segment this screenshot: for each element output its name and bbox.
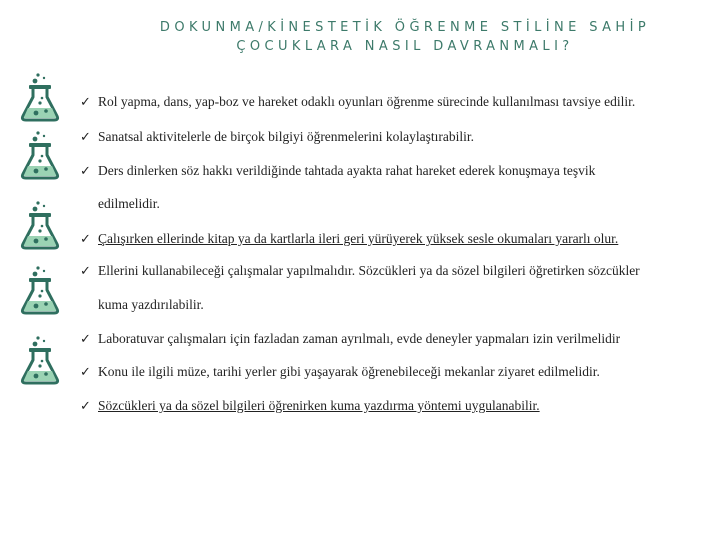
list-item [80,262,640,280]
list-item [80,93,635,111]
list-item-text: Laboratuvar çalışmaları için fazladan zaman ayrılmalı, evde deneyler yapmaları izin verilmelidir [98,331,621,346]
list-item-text: Sözcükleri ya da sözel bilgileri öğrenirken kuma yazdırma yöntemi uygulanabilir. [98,398,540,413]
checkmark-icon: ✓ [80,231,91,246]
checkmark-icon: ✓ [80,163,91,178]
list-item-text: Çalışırken ellerinde kitap ya da kartlarla ileri geri yürüyerek yüksek sesle okumaları yararlı olur. [98,231,619,246]
flask-icon [18,200,64,252]
checkmark-icon: ✓ [80,364,91,379]
flask-icon [18,72,64,124]
list-item [80,162,595,180]
list-item [80,230,618,248]
checkmark-icon: ✓ [80,263,91,278]
list-item [80,363,600,381]
list-item-text: Rol yapma, dans, yap-boz ve hareket odaklı oyunları öğrenme sürecinde kullanılması tavsiye edilir. [98,94,636,109]
list-item [80,128,474,146]
checkmark-icon: ✓ [80,129,91,144]
checkmark-icon: ✓ [80,331,91,346]
list-item [80,397,540,415]
list-item-text: Sanatsal aktivitelerle de birçok bilgiyi öğrenmelerini kolaylaştırabilir. [98,129,475,144]
list-item-continuation: edilmelidir. [98,196,160,211]
flask-icon [18,130,64,182]
title-line-1: DOKUNMA/KİNESTETİK ÖĞRENME STİLİNE SAHİP [159,20,651,35]
list-item-text: Ellerini kullanabileceği çalışmalar yapılmalıdır. Sözcükleri ya da sözel bilgileri öğretirken sözcükler [98,263,640,278]
list-item [80,330,620,348]
checkmark-icon: ✓ [80,398,91,413]
list-item-text: Konu ile ilgili müze, tarihi yerler gibi yaşayarak öğrenebileceği mekanlar ziyaret edilmelidir. [98,364,600,379]
checkmark-icon: ✓ [80,94,91,109]
flask-icon [18,335,64,387]
flask-icon [18,265,64,317]
list-item-text: Ders dinlerken söz hakkı verildiğinde tahtada ayakta rahat hareket ederek konuşmaya teşvik [98,163,596,178]
title-line-2: ÇOCUKLARA NASIL DAVRANMALI? [236,39,574,54]
page-title [0,18,720,56]
list-item-continuation: kuma yazdırılabilir. [98,297,204,312]
